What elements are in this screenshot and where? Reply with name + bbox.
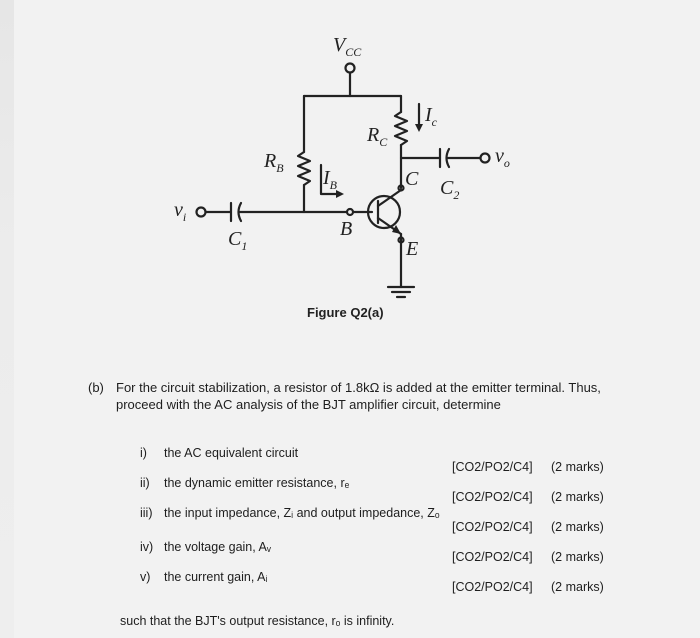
question-text: For the circuit stabilization, a resistor of 1.8kΩ is added at the emitter terminal. Thus, proceed with the AC analysis of the BJT amplifier circuit, determine: [116, 380, 601, 412]
ib-arrowhead: [336, 190, 344, 198]
vcc-label: $V_{CC}$: [333, 34, 362, 59]
item-number: iii): [140, 506, 153, 520]
item-4: [140, 540, 271, 554]
vcc-terminal: [346, 64, 355, 73]
item-text: the dynamic emitter resistance, rₑ: [164, 476, 350, 490]
rb-label: $R_B$: [264, 150, 284, 175]
question-paragraph: [88, 379, 612, 413]
base-label: B: [340, 218, 353, 240]
c1-label: $C_1$: [228, 228, 248, 253]
rb-resistor: [298, 152, 310, 185]
emitter-label: E: [406, 238, 419, 260]
item-1-code: [CO2/PO2/C4]: [452, 460, 533, 474]
item-2: [140, 476, 349, 490]
question-tag: (b): [88, 380, 104, 395]
vo-label: $v_o$: [495, 145, 510, 170]
item-3-code: [CO2/PO2/C4]: [452, 520, 533, 534]
item-2-marks: (2 marks): [551, 490, 604, 504]
ic-arrowhead: [415, 124, 423, 132]
item-text: the current gain, Aᵢ: [164, 570, 268, 584]
c2-label: $C_2$: [440, 177, 460, 202]
item-number: v): [140, 570, 151, 584]
item-5: [140, 570, 267, 584]
item-text: the AC equivalent circuit: [164, 446, 299, 460]
item-1: [140, 446, 298, 460]
item-number: iv): [140, 540, 154, 554]
item-number: ii): [140, 476, 150, 490]
collector-label: C: [405, 168, 419, 190]
vo-terminal: [481, 154, 490, 163]
footer-note: such that the BJT's output resistance, rₒ is infinity.: [120, 614, 395, 628]
item-3-marks: (2 marks): [551, 520, 604, 534]
rc-label: $R_C$: [367, 124, 388, 149]
ic-label: $I_c$: [425, 104, 437, 129]
rc-resistor: [395, 112, 407, 145]
item-1-marks: (2 marks): [551, 460, 604, 474]
item-4-code: [CO2/PO2/C4]: [452, 550, 533, 564]
figure-caption: Figure Q2(a): [307, 305, 384, 320]
vi-terminal: [197, 208, 206, 217]
item-text: the voltage gain, Aᵥ: [164, 540, 271, 554]
vi-label: $v_i$: [174, 199, 187, 224]
item-number: i): [140, 446, 147, 460]
item-5-code: [CO2/PO2/C4]: [452, 580, 533, 594]
item-4-marks: (2 marks): [551, 550, 604, 564]
item-text: the input impedance, Zᵢ and output impedance, Zₒ: [164, 506, 440, 520]
ib-label: $I_B$: [323, 167, 338, 192]
item-5-marks: (2 marks): [551, 580, 604, 594]
item-2-code: [CO2/PO2/C4]: [452, 490, 533, 504]
item-3: [140, 506, 440, 520]
